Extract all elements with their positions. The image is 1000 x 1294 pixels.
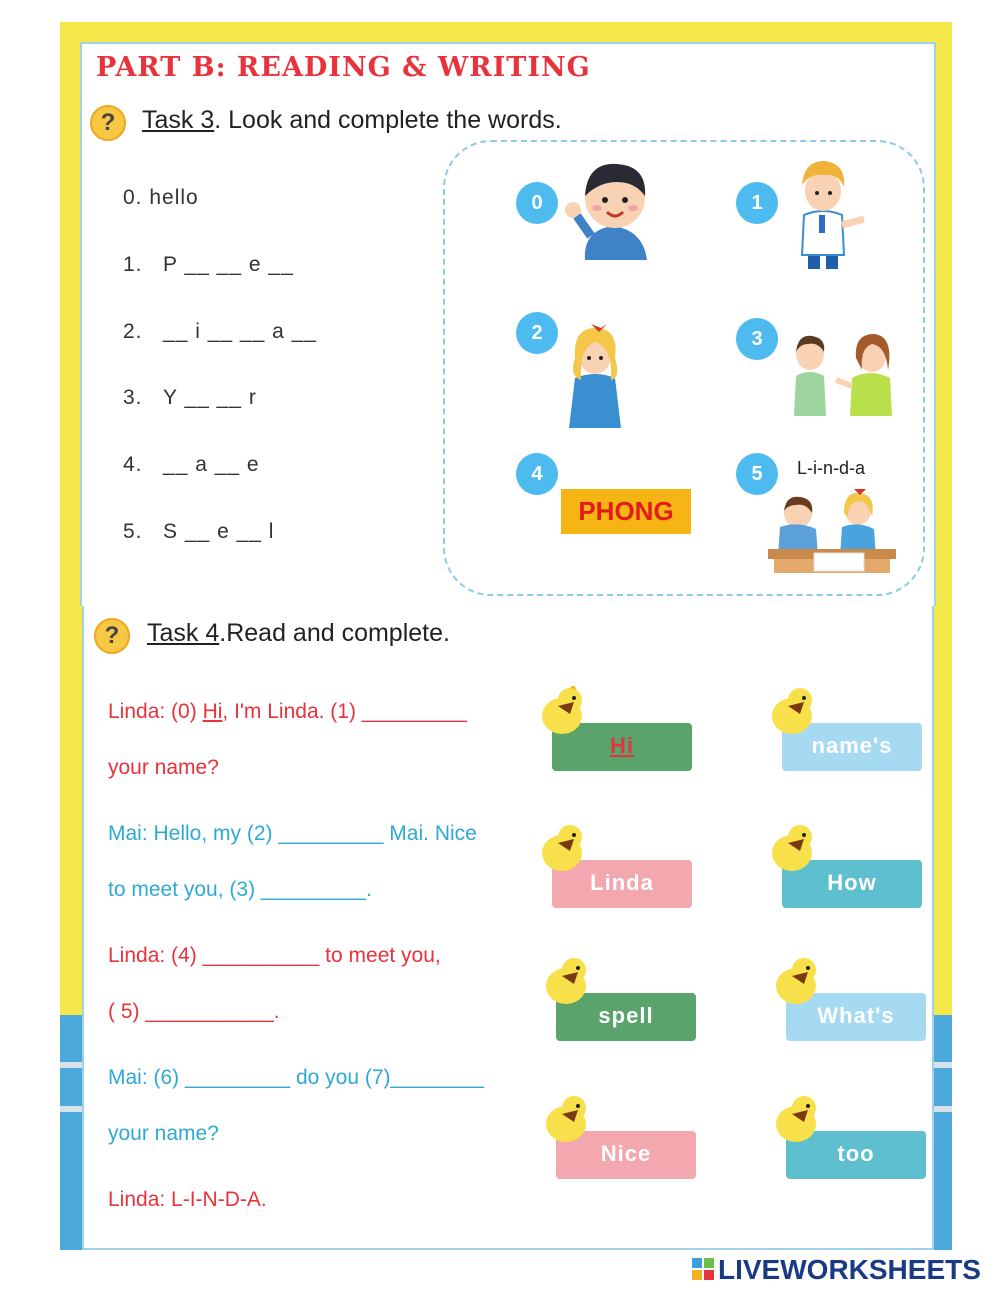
word-line-1[interactable] [123,253,294,277]
word-line-5[interactable] [123,520,274,544]
task3-label: Task 3 [142,106,215,134]
girl-illustration [565,318,625,433]
word-text[interactable]: S __ e __ l [163,520,275,543]
word-num: 0. [123,186,143,209]
boy-illustration [790,155,880,270]
question-icon: ? [94,618,130,654]
task4-label: Task 4 [147,619,220,647]
dialog-text[interactable]: , I'm Linda. (1) _________ [222,700,467,723]
task4-title-text: .Read and complete. [219,619,450,647]
word-num: 4. [123,453,143,476]
word-card-how[interactable]: How [782,860,922,908]
task4-title [147,619,450,648]
word-text: hello [149,186,199,209]
linda-spelling-label: L-i-n-d-a [797,458,866,478]
number-badge-5: 5 [736,453,778,495]
word-line-3[interactable] [123,386,257,410]
word-line-4[interactable] [123,453,260,477]
two-kids-illustration [790,330,902,418]
dialog-line-4[interactable]: to meet you, (3) _________. [108,878,372,901]
word-num: 3. [123,386,143,409]
chick-icon [774,1094,822,1144]
word-card-nice[interactable]: Nice [556,1131,696,1179]
dialog-line-9: Linda: L-I-N-D-A. [108,1188,267,1211]
word-card-spell[interactable]: spell [556,993,696,1041]
word-card-names[interactable]: name's [782,723,922,771]
part-title: PART B: READING & WRITING [96,52,591,83]
number-badge-2: 2 [516,312,558,354]
word-num: 5. [123,520,143,543]
phong-name-sign: PHONG [561,489,691,534]
chick-icon [544,1094,592,1144]
waving-boy-illustration [565,152,660,260]
question-icon: ? [90,105,126,141]
number-badge-1: 1 [736,182,778,224]
number-badge-4: 4 [516,453,558,495]
word-num: 2. [123,320,143,343]
word-line-2[interactable] [123,320,317,344]
example-answer: Hi [202,700,223,723]
dialog-line-6[interactable]: ( 5) ___________. [108,1000,280,1023]
chick-icon [770,686,818,736]
word-text[interactable]: Y __ __ r [163,386,257,409]
liveworksheets-logo-icon [692,1258,714,1282]
kids-at-desk-illustration [768,487,896,575]
dialog-line-7[interactable]: Mai: (6) _________ do you (7)________ [108,1066,484,1089]
word-line-0 [123,186,199,210]
chick-icon [540,686,588,736]
word-card-whats[interactable]: What's [786,993,926,1041]
number-badge-3: 3 [736,318,778,360]
liveworksheets-logo[interactable]: LIVEWORKSHEETS [718,1254,981,1285]
dialog-line-1[interactable] [108,700,467,724]
number-badge-0: 0 [516,182,558,224]
task3-title-text: . Look and complete the words. [214,106,562,134]
dialog-line-5[interactable]: Linda: (4) __________ to meet you, [108,944,441,967]
word-text[interactable]: __ i __ __ a __ [163,320,317,343]
word-card-linda[interactable]: Linda [552,860,692,908]
dialog-speaker-text: Linda: (0) [108,700,203,723]
dialog-line-8: your name? [108,1122,219,1145]
chick-icon [770,823,818,873]
word-text[interactable]: __ a __ e [163,453,260,476]
chick-icon [774,956,822,1006]
chick-icon [544,956,592,1006]
chick-icon [540,823,588,873]
task3-title [142,106,562,135]
word-card-too[interactable]: too [786,1131,926,1179]
word-text[interactable]: P __ __ e __ [163,253,294,276]
dialog-line-2: your name? [108,756,219,779]
dialog-line-3[interactable]: Mai: Hello, my (2) _________ Mai. Nice [108,822,477,845]
word-num: 1. [123,253,143,276]
word-card-label: Hi [610,733,634,758]
